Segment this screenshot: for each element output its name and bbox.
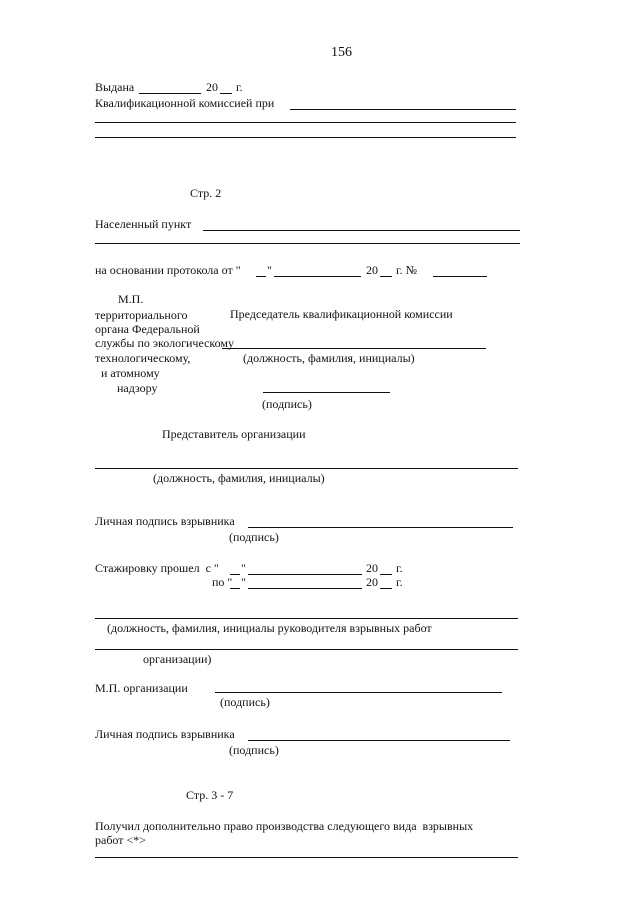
issued-year-suffix: г. — [236, 80, 243, 94]
internship-supervisor-line — [95, 618, 518, 619]
blaster-signature-hint: (подпись) — [229, 530, 279, 544]
chairman-hint: (должность, фамилия, инициалы) — [243, 351, 415, 365]
blaster-signature-label-2: Личная подпись взрывника — [95, 727, 235, 741]
issued-year-line — [220, 93, 232, 94]
internship-hint: (должность, фамилия, инициалы руководителя взрывных работ — [107, 621, 432, 635]
section-title-page2: Стр. 2 — [190, 186, 222, 200]
protocol-year-line — [380, 276, 392, 277]
settlement-label: Населенный пункт — [95, 217, 192, 231]
seal-line: надзору — [117, 381, 158, 395]
blaster-signature-line-2 — [248, 740, 510, 741]
commission-label: Квалификационной комиссией при — [95, 96, 275, 110]
section-title-pages3-7: Стр. 3 - 7 — [186, 788, 234, 802]
issued-date-line — [139, 93, 201, 94]
org-seal-signature-line — [215, 692, 502, 693]
seal-line: органа Федеральной — [95, 322, 200, 336]
protocol-year-prefix: 20 — [366, 263, 378, 277]
internship-to-month-line — [248, 588, 362, 589]
internship-from-prefix: Стажировку прошел с " — [95, 561, 219, 575]
internship-to-day-line — [230, 588, 240, 589]
issued-year-prefix: 20 — [206, 80, 218, 94]
internship-to-year-line — [380, 588, 392, 589]
chairman-title: Председатель квалификационной комиссии — [230, 307, 453, 321]
blaster-signature-line — [248, 527, 513, 528]
chairman-signature-hint: (подпись) — [262, 397, 312, 411]
additional-right-text: Получил дополнительно право производства следующего вида взрывных — [95, 819, 474, 833]
protocol-month-line — [274, 276, 361, 277]
seal-mp: М.П. — [118, 292, 144, 306]
internship-from-year-line — [380, 574, 392, 575]
blank-line — [95, 137, 516, 138]
page-number: 156 — [331, 45, 352, 60]
internship-year-suffix: г. — [396, 561, 403, 575]
internship-supervisor-line-2 — [95, 649, 518, 650]
seal-line: территориального — [95, 308, 188, 322]
representative-line — [95, 468, 518, 469]
additional-right-line — [95, 857, 518, 858]
protocol-day-line — [256, 276, 266, 277]
representative-title: Представитель организации — [162, 427, 306, 441]
blaster-signature-label: Личная подпись взрывника — [95, 514, 235, 528]
seal-line: технологическому, — [95, 351, 191, 365]
commission-line — [290, 109, 516, 110]
seal-line: службы по экологическому — [95, 336, 234, 350]
internship-quote: " — [241, 575, 246, 589]
protocol-prefix: на основании протокола от " — [95, 263, 241, 277]
internship-quote: " — [241, 561, 246, 575]
seal-line: и атомному — [101, 366, 160, 380]
blaster-signature-hint-2: (подпись) — [229, 743, 279, 757]
internship-to-prefix: по " — [212, 575, 233, 589]
internship-year-suffix: г. — [396, 575, 403, 589]
org-seal-hint: (подпись) — [220, 695, 270, 709]
internship-year-prefix: 20 — [366, 561, 378, 575]
protocol-number-label: г. № — [396, 263, 418, 277]
internship-year-prefix: 20 — [366, 575, 378, 589]
blank-line — [95, 122, 516, 123]
settlement-line — [203, 230, 520, 231]
protocol-number-line — [433, 276, 487, 277]
chairman-name-line — [222, 348, 486, 349]
representative-hint: (должность, фамилия, инициалы) — [153, 471, 325, 485]
additional-right-text-cont: работ <*> — [95, 833, 147, 847]
org-seal-label: М.П. организации — [95, 681, 188, 695]
internship-from-month-line — [248, 574, 362, 575]
blank-line — [95, 243, 520, 244]
issued-prefix: Выдана — [95, 80, 135, 94]
protocol-quote: " — [267, 263, 272, 277]
internship-hint-cont: организации) — [143, 652, 212, 666]
chairman-signature-line — [263, 392, 390, 393]
